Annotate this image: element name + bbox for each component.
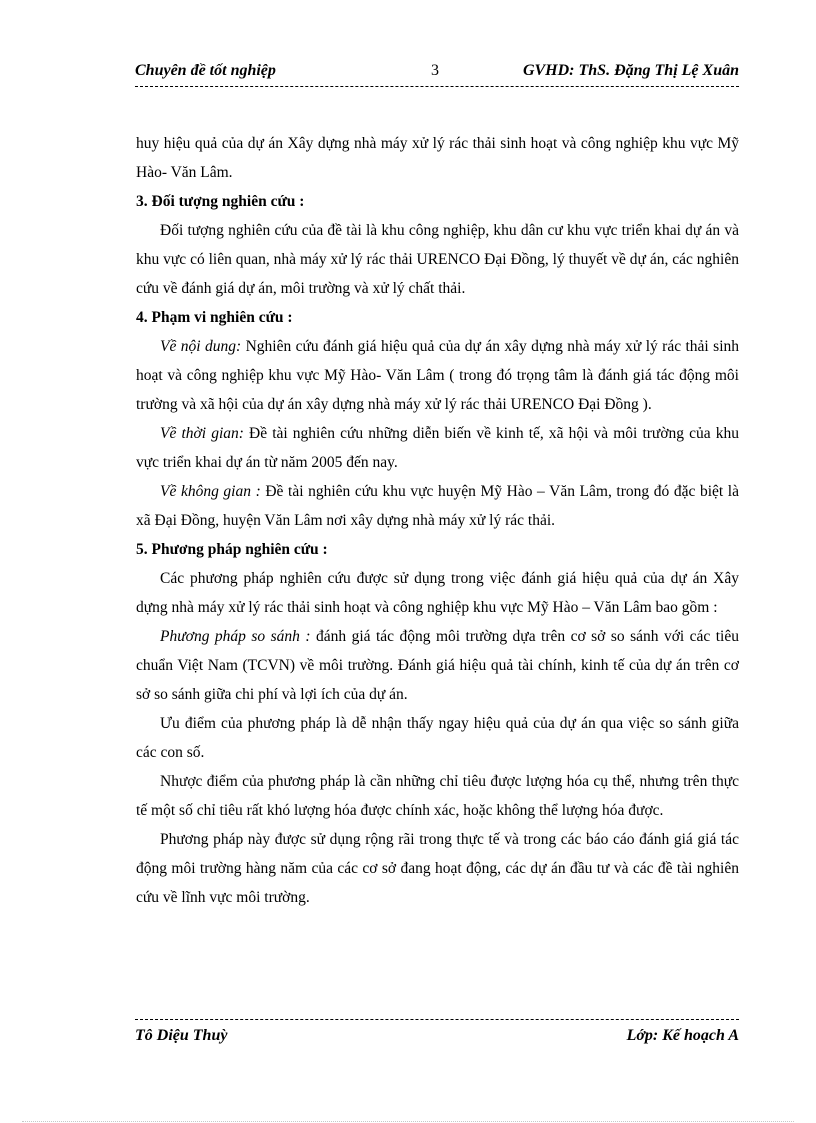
paragraph-advantages: Ưu điểm của phương pháp là dễ nhận thấy ngay hiệu quả của dự án qua việc so sánh giữa các con số. bbox=[136, 715, 739, 761]
comparison-method-label: Phương pháp so sánh : bbox=[160, 628, 311, 645]
paragraph-disadvantages: Nhược điểm của phương pháp là cần những chỉ tiêu được lượng hóa cụ thể, nhưng trên thực tế một số chỉ tiêu rất khó lượng hóa được chính xác, hoặc không thể lượng hóa được. bbox=[136, 773, 739, 819]
content-scope-text: Nghiên cứu đánh giá hiệu quả của dự án xây dựng nhà máy xử lý rác thải sinh hoạt và công nghiệp khu vực Mỹ Hào- Văn Lâm ( trong đó trọng tâm là đánh giá tác động môi trường và xã hội của dự án xây dựng nhà máy xử lý rác thải URENCO Đại Đồng ). bbox=[136, 338, 739, 413]
header-supervisor: GVHD: ThS. Đặng Thị Lệ Xuân bbox=[522, 62, 739, 79]
header-divider bbox=[135, 86, 739, 87]
paragraph-comparison-method bbox=[136, 622, 739, 709]
header-title: Chuyên đề tốt nghiệp bbox=[135, 62, 276, 79]
paragraph-2: Đối tượng nghiên cứu của đề tài là khu công nghiệp, khu dân cư khu vực triển khai dự án và khu vực có liên quan, nhà máy xử lý rác thải URENCO Đại Đồng, lý thuyết về dự án, các nghiên cứu về đánh giá dự án, môi trường và xử lý chất thải. bbox=[136, 222, 739, 297]
paragraph-space-scope bbox=[136, 477, 739, 535]
page-number: 3 bbox=[431, 62, 439, 79]
space-scope-label: Về không gian : bbox=[160, 483, 261, 500]
section-heading-3: 3. Đối tượng nghiên cứu : bbox=[136, 193, 305, 210]
time-scope-label: Về thời gian: bbox=[160, 425, 244, 442]
comparison-method-text: đánh giá tác động môi trường dựa trên cơ sở so sánh với các tiêu chuẩn Việt Nam (TCVN) về môi trường. Đánh giá hiệu quả tài chính, kinh tế của dự án trên cơ sở so sánh giữa chi phí và lợi ích của dự án. bbox=[136, 628, 739, 703]
page-footer bbox=[135, 1027, 739, 1051]
document-body bbox=[136, 129, 739, 912]
paragraph-content-scope bbox=[136, 332, 739, 419]
page-header bbox=[135, 58, 739, 84]
section-heading-4: 4. Phạm vi nghiên cứu : bbox=[136, 309, 293, 326]
paragraph-usage: Phương pháp này được sử dụng rộng rãi trong thực tế và trong các báo cáo đánh giá giá tác động môi trường hàng năm của các cơ sở đang hoạt động, các dự án đầu tư và các đề tài nghiên cứu về lĩnh vực môi trường. bbox=[136, 831, 739, 906]
footer-author: Tô Diệu Thuỳ bbox=[135, 1027, 228, 1044]
footer-divider bbox=[135, 1019, 739, 1020]
content-scope-label: Về nội dung: bbox=[160, 338, 242, 355]
paragraph-time-scope bbox=[136, 419, 739, 477]
space-scope-text: Đề tài nghiên cứu khu vực huyện Mỹ Hào – Văn Lâm, trong đó đặc biệt là xã Đại Đồng, huyện Văn Lâm nơi xây dựng nhà máy xử lý rác thải. bbox=[136, 483, 739, 529]
paragraph-1: huy hiệu quả của dự án Xây dựng nhà máy xử lý rác thải sinh hoạt và công nghiệp khu vực Mỹ Hào- Văn Lâm. bbox=[136, 135, 739, 181]
section-heading-5: 5. Phương pháp nghiên cứu : bbox=[136, 541, 328, 558]
footer-class: Lớp: Kế hoạch A bbox=[626, 1027, 739, 1044]
time-scope-text: Đề tài nghiên cứu những diễn biến về kinh tế, xã hội và môi trường của khu vực triển khai dự án từ năm 2005 đến nay. bbox=[136, 425, 740, 471]
paragraph-methods: Các phương pháp nghiên cứu được sử dụng trong việc đánh giá hiệu quả của dự án Xây dựng nhà máy xử lý rác thải sinh hoạt và công nghiệp khu vực Mỹ Hào – Văn Lâm bao gồm : bbox=[136, 570, 739, 616]
page-edge-line bbox=[22, 1121, 794, 1122]
